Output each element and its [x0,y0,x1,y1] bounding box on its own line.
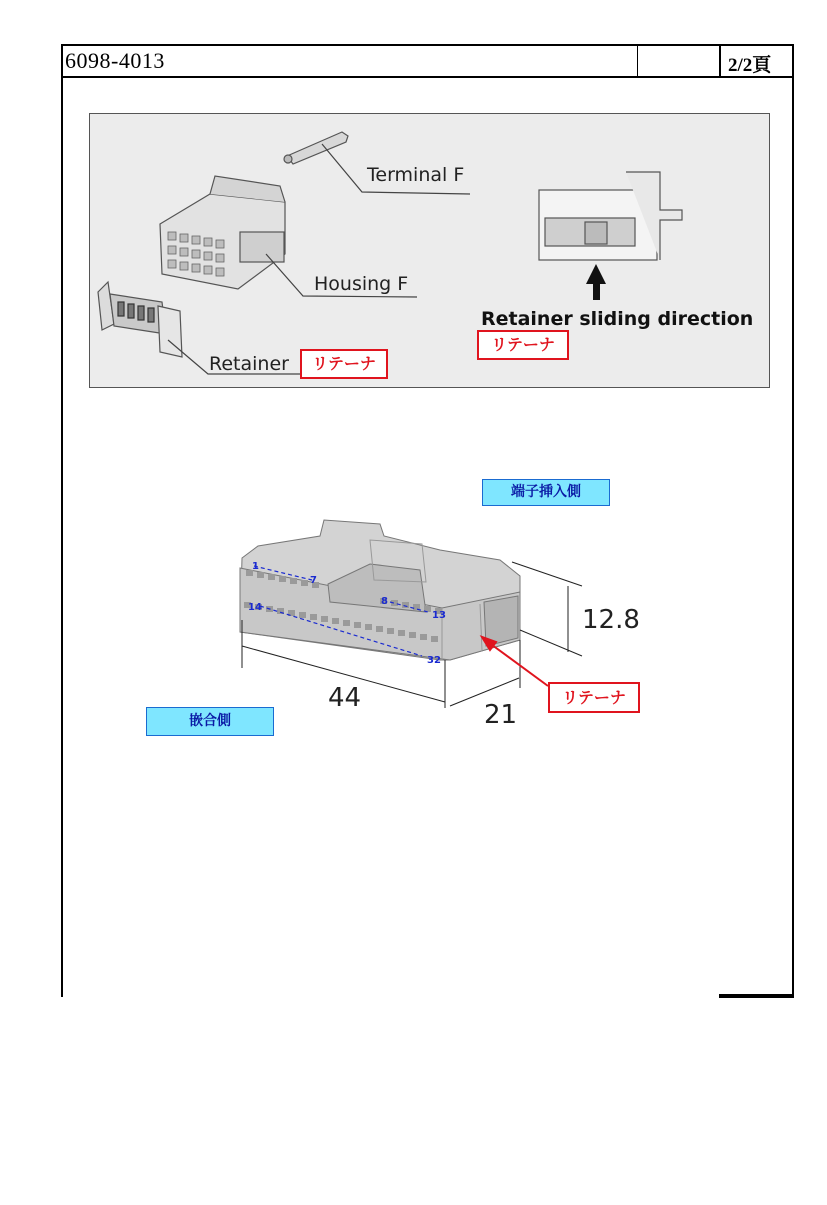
pin-label: 1 [252,561,259,572]
housing-part [160,176,285,289]
terminal-part [284,132,348,164]
length-dimension: 44 [328,683,362,713]
sliding-direction-label: Retainer sliding direction [481,308,754,330]
terminal-label: Terminal F [367,164,465,186]
height-dimension: 12.8 [582,605,640,635]
direction-jp-tag: リテーナ [477,330,569,360]
pin-label: 14 [248,602,262,613]
sliding-direction-arrow [586,264,606,300]
header-cell-divider [637,44,638,77]
retainer-part [98,282,182,357]
document-number: 6098-4013 [65,48,165,73]
pin-label: 13 [432,610,446,621]
parts-photo-panel [89,113,770,388]
mating-side-label: 嵌合側 [146,707,274,736]
retainer-label: Retainer [209,353,289,375]
frame-top-border [61,44,794,46]
connector-body [240,520,520,660]
pin-label: 7 [310,575,317,586]
footer-bar [719,994,794,998]
cross-section-view [539,172,682,260]
header-divider [61,76,794,78]
parts-illustration [90,114,769,387]
pin-label: 32 [427,655,441,666]
page-number: 2/2頁 [728,55,772,76]
terminal-insertion-side-label: 端子挿入側 [482,479,610,506]
retainer-pointer-arrow [482,637,548,686]
housing-label: Housing F [314,273,409,295]
frame-left-border [61,44,63,997]
frame-right-border [792,44,794,997]
retainer-jp-tag: リテーナ [300,349,388,379]
depth-dimension: 21 [484,700,518,730]
retainer-jp-tag: リテーナ [548,682,640,713]
header-cell-divider [719,44,721,77]
pin-label: 8 [381,596,388,607]
